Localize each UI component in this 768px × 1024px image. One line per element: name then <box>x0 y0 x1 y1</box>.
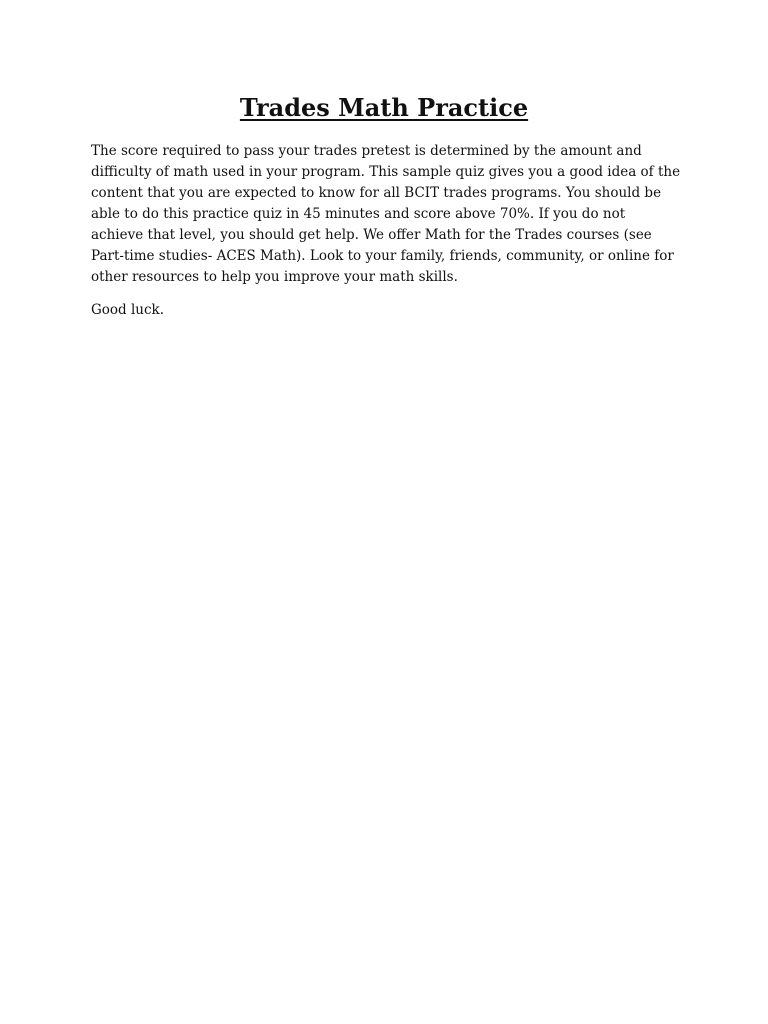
page-title: Trades Math Practice <box>239 93 529 122</box>
intro-paragraph: The score required to pass your trades pretest is determined by the amount and difficulty of math used in your program. This sample quiz gives you a good idea of the content that you are expected to know for all BCIT trades programs. You should be able to do this practice quiz in 45 minutes and score above 70%. If you do not achieve that level, you should get help. We offer Math for the Trades courses (see Part-time studies- ACES Math). Look to your family, friends, community, or online for other resources to help you improve your math skills. <box>91 143 681 285</box>
closing-text: Good luck. <box>91 302 165 318</box>
